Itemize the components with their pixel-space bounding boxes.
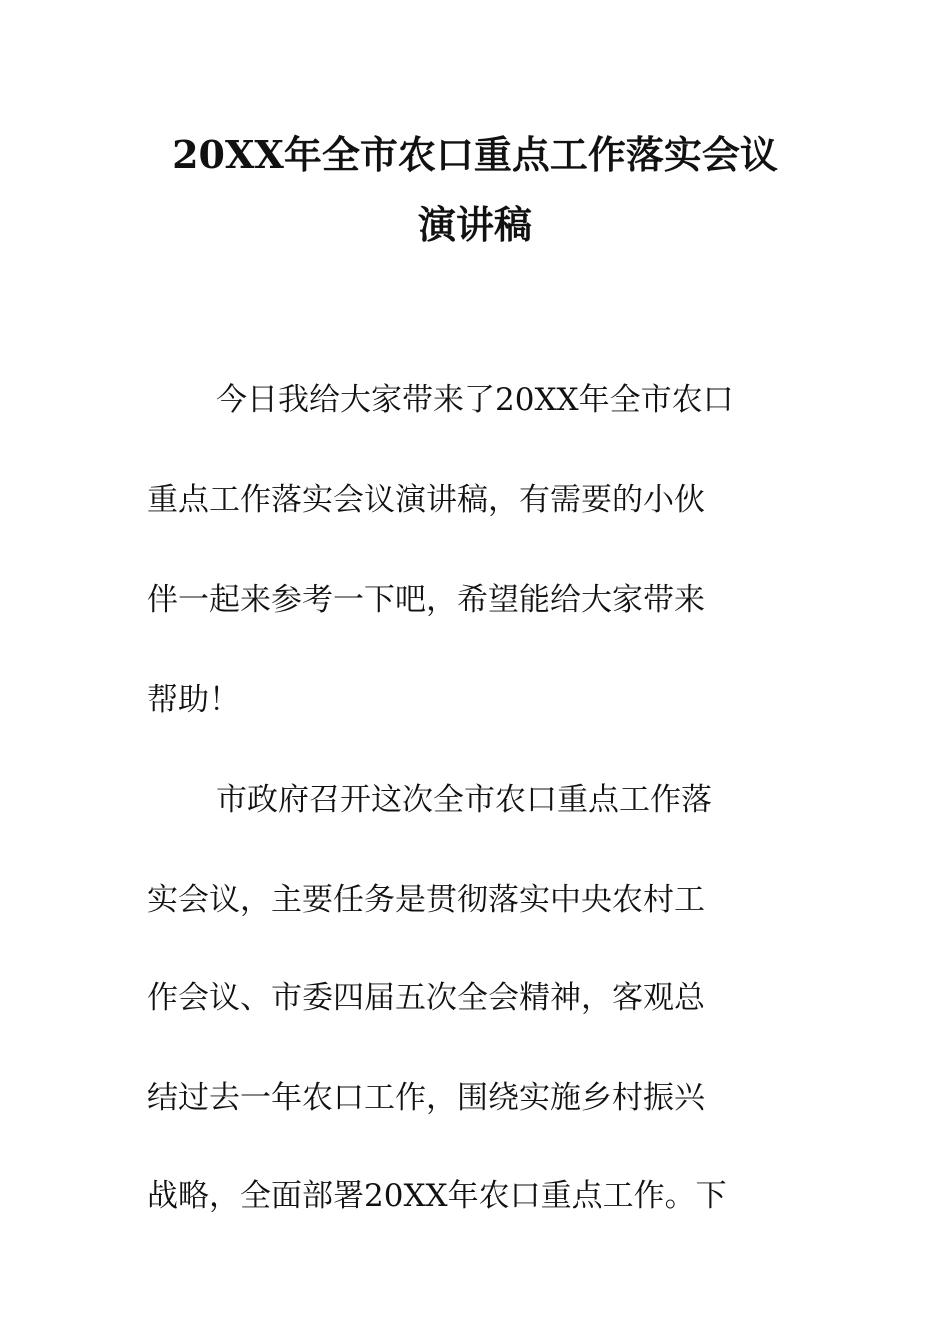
paragraph-1-line-4: 帮助！ — [147, 682, 240, 718]
paragraph-2-line-1: 市政府召开这次全市农口重点工作落 — [216, 782, 712, 818]
paragraph-2-line-2: 实会议，主要任务是贯彻落实中央农村工 — [147, 882, 705, 918]
paragraph-2-line-5: 战略，全面部署20XX年农口重点工作。下 — [147, 1178, 727, 1214]
document-title-line-2: 演讲稿 — [417, 202, 532, 247]
paragraph-1-line-3: 伴一起来参考一下吧，希望能给大家带来 — [147, 582, 705, 618]
paragraph-2-line-4: 结过去一年农口工作，围绕实施乡村振兴 — [147, 1080, 705, 1116]
paragraph-1-line-1: 今日我给大家带来了20XX年全市农口 — [216, 382, 734, 418]
paragraph-1-line-2: 重点工作落实会议演讲稿，有需要的小伙 — [147, 482, 705, 518]
document-title-line-1: 20XX年全市农口重点工作落实会议 — [172, 132, 778, 177]
paragraph-2-line-3: 作会议、市委四届五次全会精神，客观总 — [147, 980, 705, 1016]
